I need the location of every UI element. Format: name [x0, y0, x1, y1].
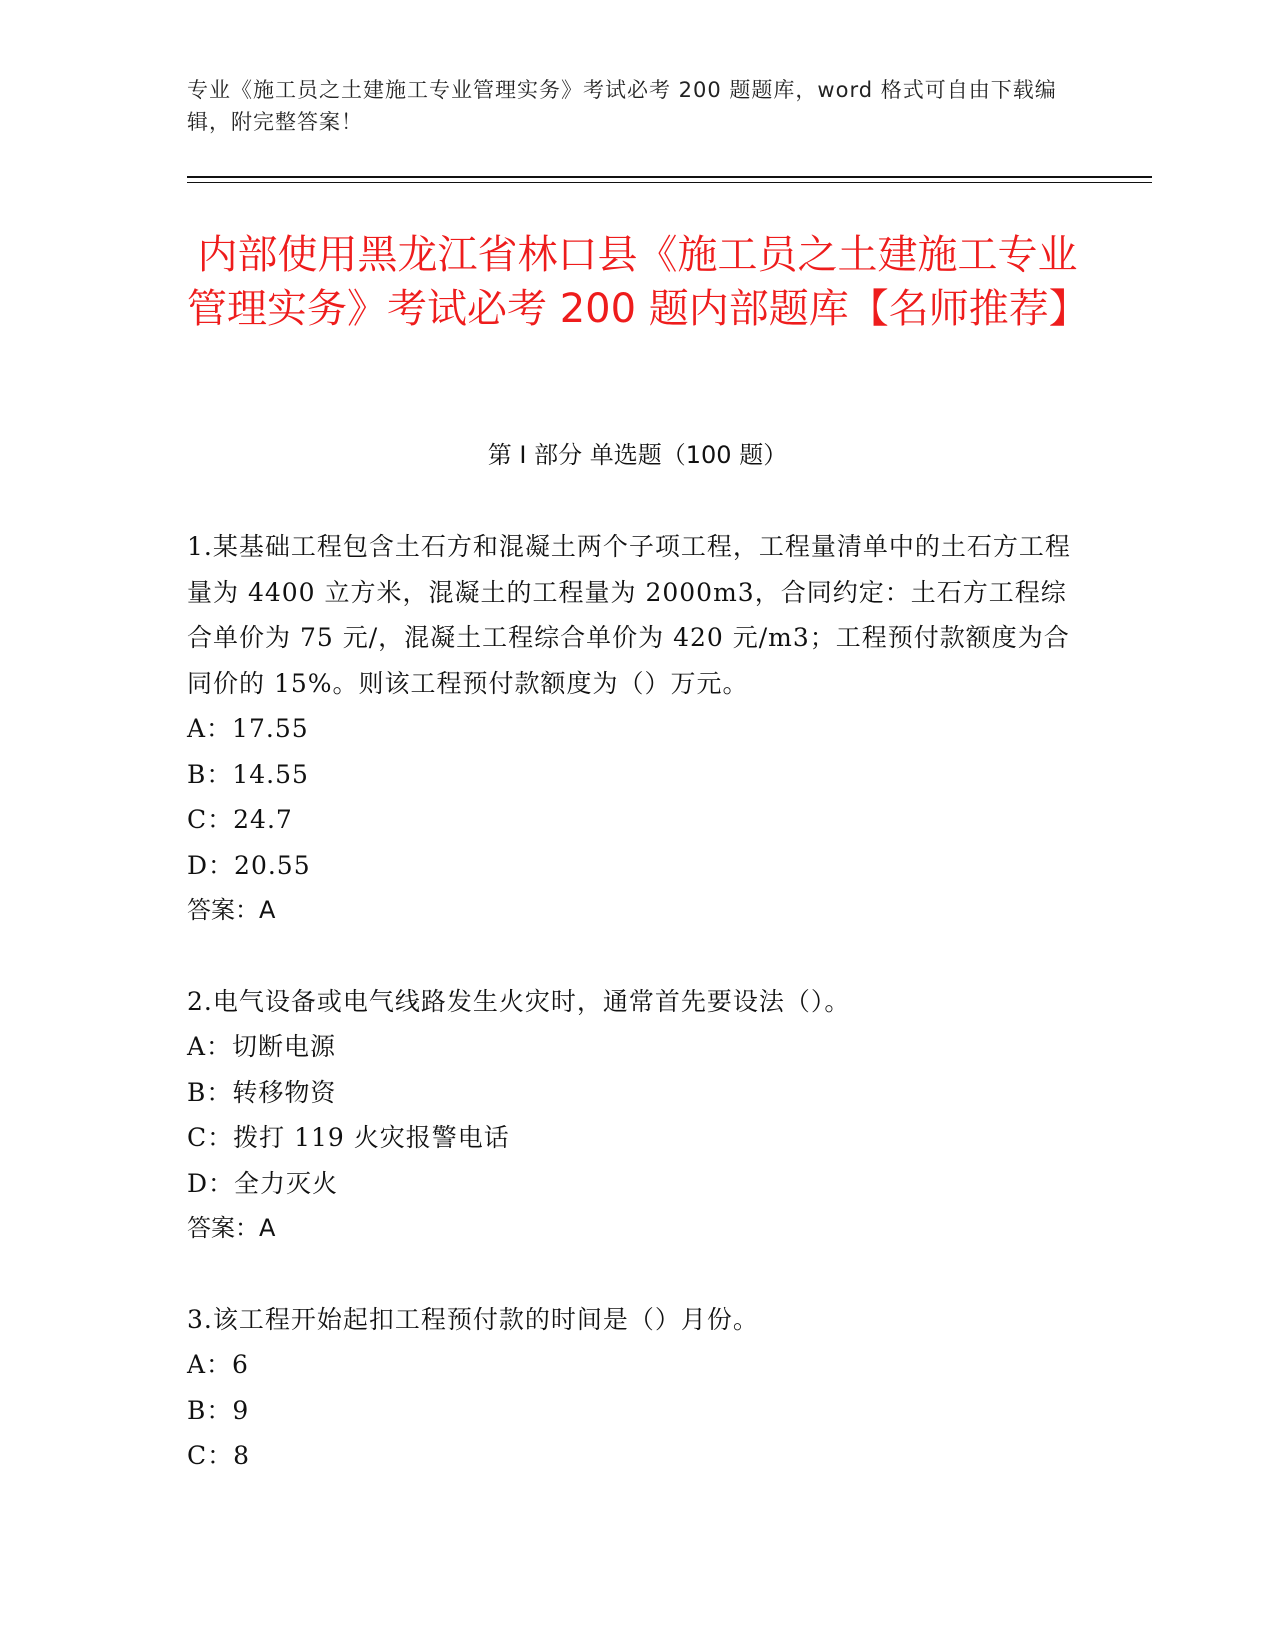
question-2 [187, 979, 1082, 1252]
question-1 [187, 524, 1082, 934]
option-b: B：转移物资 [187, 1077, 337, 1107]
document-title: 内部使用黑龙江省林口县《施工员之土建施工专业管理实务》考试必考 200 题内部题库【名师推荐】 [187, 232, 1089, 332]
header-divider-thin [187, 182, 1152, 183]
header-note: 专业《施工员之土建施工专业管理实务》考试必考 200 题题库，word 格式可自由下载编辑，附完整答案！ [187, 78, 1057, 134]
option-d: D：全力灭火 [187, 1168, 339, 1198]
option-b: B：14.55 [187, 759, 309, 789]
question-stem: 2.电气设备或电气线路发生火灾时，通常首先要设法（）。 [187, 986, 851, 1016]
option-d: D：20.55 [187, 850, 311, 880]
question-list [187, 524, 1082, 1479]
question-stem: 3.该工程开始起扣工程预付款的时间是（）月份。 [187, 1304, 759, 1334]
option-a: A：17.55 [187, 714, 309, 743]
question-stem: 1.某基础工程包含土石方和混凝土两个子项工程，工程量清单中的土石方工程量为 4400 立方米，混凝土的工程量为 2000m3，合同约定：土石方工程综合单价为 75 元/，混凝土工程综合单价为 420 元/m3；工程预付款额度为合同价的 15%。则该工程预付款额度为（）万元。 [187, 532, 1071, 698]
option-c: C：24.7 [187, 805, 293, 834]
option-a: A：切断电源 [187, 1032, 337, 1061]
option-a: A：6 [187, 1350, 249, 1379]
section-title: 第 I 部分 单选题（100 题） [487, 441, 788, 469]
option-c: C：8 [187, 1441, 251, 1470]
option-c: C：拨打 119 火灾报警电话 [187, 1123, 510, 1152]
question-3 [187, 1297, 1082, 1479]
answer: 答案：A [187, 1214, 276, 1242]
answer: 答案：A [187, 896, 276, 924]
header-divider-thick [187, 176, 1152, 178]
option-b: B：9 [187, 1395, 250, 1425]
